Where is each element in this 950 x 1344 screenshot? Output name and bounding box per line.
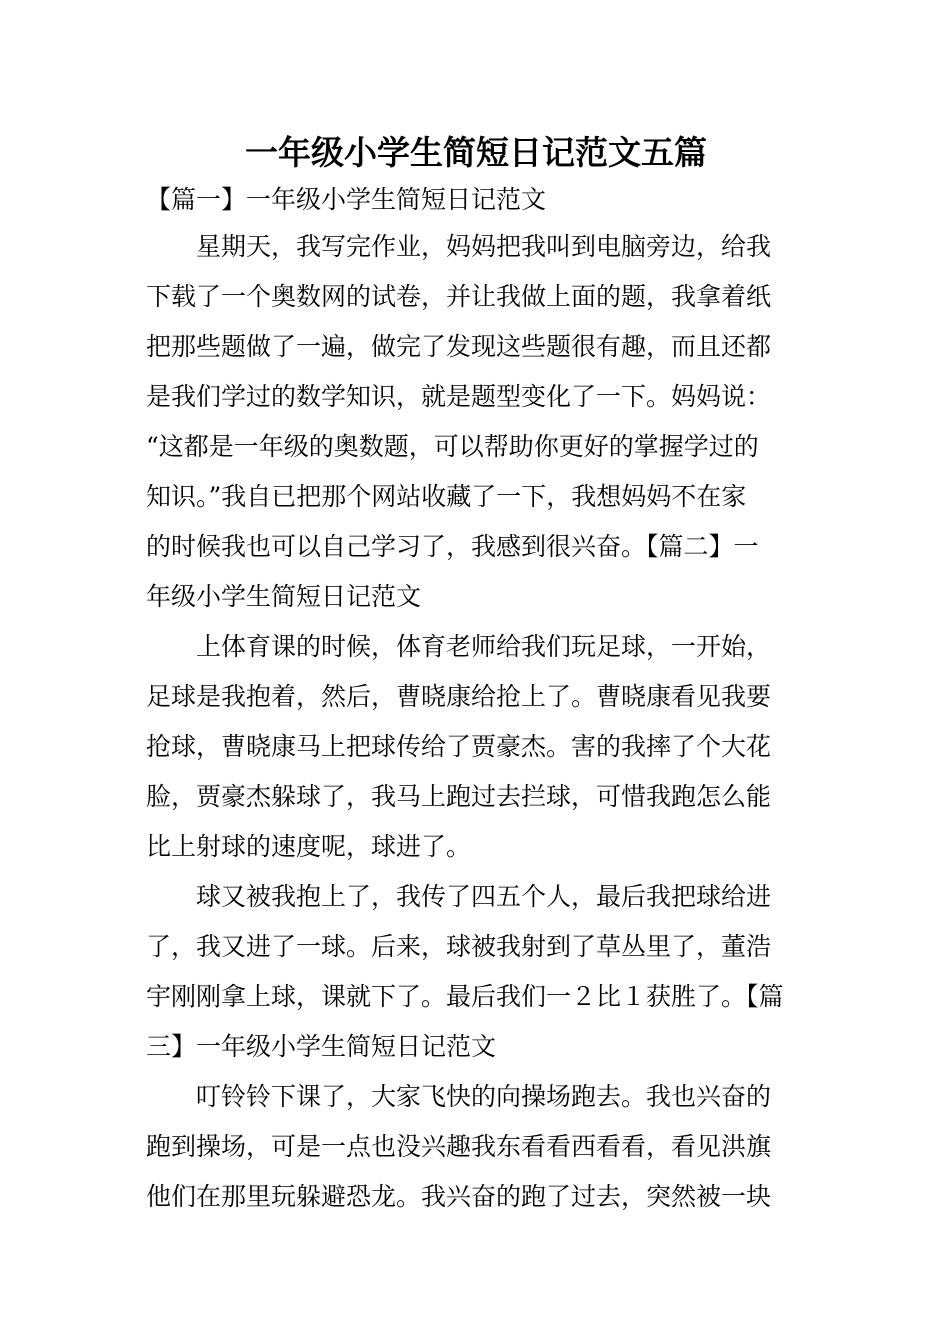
paragraph-4: 叮铃铃下课了，大家飞快的向操场跑去。我也兴奋的 跑到操场，可是一点也没兴趣我东看看西看看，看见洪旗 他们在那里玩躲避恐龙。我兴奋的跑了过去，突然被一块 [146,1082,772,1211]
paragraph-1: 星期天，我写完作业，妈妈把我叫到电脑旁边，给我 下载了一个奥数网的试卷，并让我做上面的题，我拿着纸 把那些题做了一遍，做完了发现这些题很有趣，而且还都 是我们学过的数学知识，就是题型变化了一下。妈妈说： “这都是一年级的奥数题，可以帮助你更好的掌握学过的 知识。”我自已把那个网站收藏了一下，我想妈妈不在家 的时候我也可以自己学习了，我感到很兴奋。【篇二】一 年级小学生简短日记范文 [146,232,772,611]
paragraph-2: 上体育课的时候，体育老师给我们玩足球，一开始， 足球是我抱着，然后，曹晓康给抢上了。曹晓康看见我要 抢球，曹晓康马上把球传给了贾豪杰。害的我摔了个大花 脸，贾豪杰躲球了，我马上跑过去拦球，可惜我跑怎么能 比上射球的速度呢，球进了。 [146,632,772,861]
document-page [146,126,806,1222]
paragraph-3: 球又被我抱上了，我传了四五个人，最后我把球给进 了，我又进了一球。后来，球被我射到了草丛里了，董浩 宇刚刚拿上球，课就下了。最后我们一２比１获胜了。【篇 三】一年级小学生简短日记范文 [146,882,784,1061]
section-heading-1: 【篇一】一年级小学生简短日记范文 [146,185,547,214]
document-title: 一年级小学生简短日记范文五篇 [245,133,707,172]
